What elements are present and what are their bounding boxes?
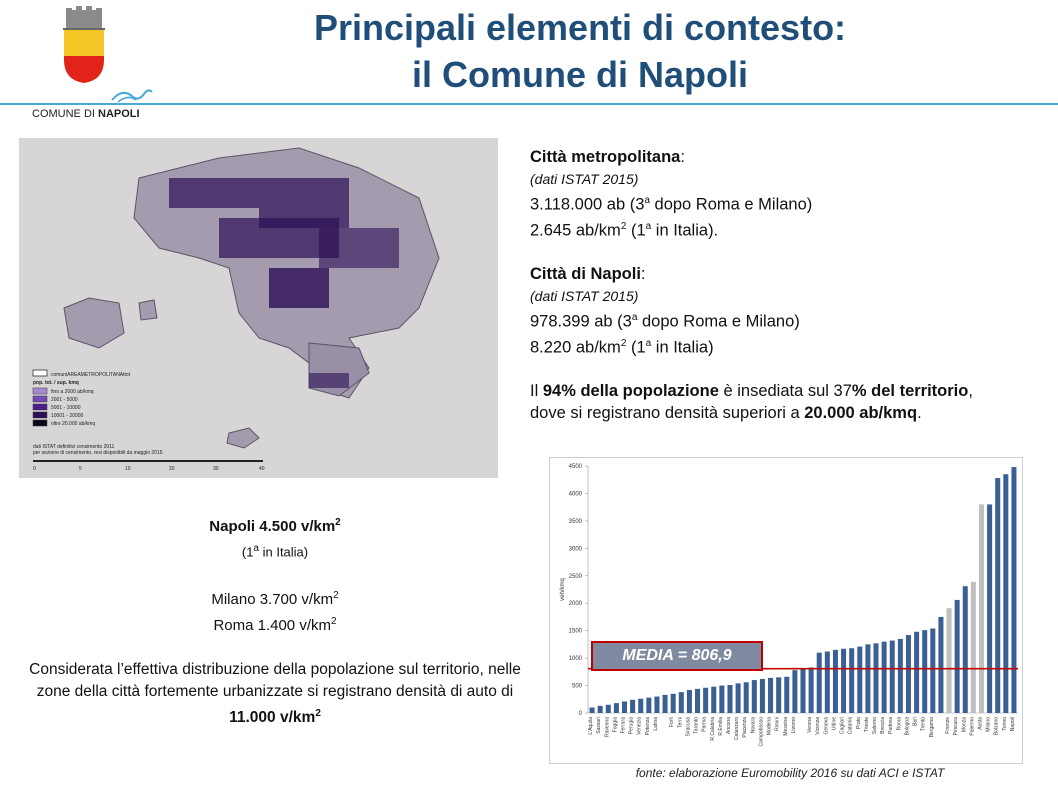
bar (906, 635, 911, 713)
napoli-crest (58, 6, 110, 84)
map-legend-label: fino a 2000 ab/kmq (51, 389, 94, 395)
map-scale-label: 5 (79, 466, 82, 472)
y-tick-label: 1500 (568, 628, 582, 635)
bar (590, 708, 595, 713)
bar (752, 680, 757, 713)
bar (663, 695, 668, 713)
map-legend-swatch (33, 412, 47, 418)
x-tick-label: Pescara (953, 717, 960, 736)
x-tick-label: Trento (920, 717, 927, 732)
x-tick-label: Terni (677, 717, 684, 728)
bar (809, 667, 814, 713)
x-tick-label: Brescia (880, 717, 887, 734)
bar-chart (549, 457, 1023, 764)
x-tick-label: Udine (831, 717, 838, 731)
x-tick-label: L'Aquila (588, 717, 595, 735)
bar (841, 649, 846, 713)
x-tick-label: Aosta (977, 717, 984, 730)
bar (930, 628, 935, 713)
map-scale-label: 30 (213, 466, 219, 472)
bar (687, 690, 692, 713)
bar (890, 641, 895, 713)
x-tick-label: Potenza (644, 717, 651, 736)
x-tick-label: Novara (750, 717, 757, 734)
x-tick-label: Padova (888, 717, 895, 734)
x-tick-label: R.Calabria (709, 717, 716, 741)
bar (654, 697, 659, 713)
bar (849, 648, 854, 713)
bar (598, 706, 603, 713)
bar (914, 632, 919, 713)
x-tick-label: Siracusa (685, 717, 692, 737)
map-legend-label: 2001 - 5000 (51, 397, 78, 403)
map-legend-subtitle: pop. tot. / sup. kmq (33, 380, 79, 386)
x-tick-label: Ravenna (604, 717, 611, 738)
bar (857, 647, 862, 713)
header-divider (0, 103, 1058, 105)
bar (744, 682, 749, 713)
wave-icon (110, 84, 154, 104)
y-tick-label: 4000 (568, 491, 582, 498)
x-tick-label: Bolzano (993, 717, 1000, 736)
x-tick-label: Taranto (693, 717, 700, 734)
map-scale-label: 10 (125, 466, 131, 472)
bar (995, 478, 1000, 713)
map-scale-label: 0 (33, 466, 36, 472)
x-tick-label: Piacenza (742, 717, 749, 738)
bar (800, 669, 805, 713)
y-tick-label: 3000 (568, 546, 582, 553)
bar (768, 678, 773, 713)
bar (727, 685, 732, 713)
x-tick-label: Monza (961, 717, 968, 733)
bar (987, 504, 992, 713)
bar (947, 608, 952, 713)
logo-text: COMUNE DI NAPOLI (32, 108, 140, 120)
x-tick-label: Venezia (636, 717, 643, 735)
x-tick-label: Ferrara (620, 717, 627, 734)
bar (622, 701, 627, 713)
bar (1011, 467, 1016, 713)
bar (711, 687, 716, 713)
bar (671, 694, 676, 713)
x-tick-label: Milano (985, 717, 992, 732)
bar (817, 653, 822, 713)
bar (898, 639, 903, 713)
bar (638, 699, 643, 713)
x-tick-label: Torino (1001, 717, 1008, 731)
map-legend-label: 10001 - 20000 (51, 413, 84, 419)
x-tick-label: Roma (896, 717, 903, 731)
bar (646, 698, 651, 713)
x-tick-label: Salerno (872, 717, 879, 735)
bar (679, 692, 684, 713)
bar (719, 686, 724, 713)
bar (922, 630, 927, 713)
bar (874, 643, 879, 713)
y-tick-label: 0 (578, 711, 582, 717)
bar (630, 700, 635, 713)
x-tick-label: Palermo (969, 717, 976, 736)
bar (963, 586, 968, 713)
x-tick-label: Genova (823, 717, 830, 735)
y-tick-label: 2500 (568, 573, 582, 580)
bar (792, 670, 797, 713)
x-tick-label: Vicenza (815, 717, 822, 735)
x-tick-label: Livorno (790, 717, 797, 734)
x-tick-label: Rimini (774, 717, 781, 731)
x-tick-label: Ancona (725, 717, 732, 734)
x-tick-label: Bari (912, 717, 919, 726)
y-tick-label: 3500 (568, 518, 582, 525)
bar (971, 582, 976, 713)
y-tick-label: 2000 (568, 601, 582, 608)
map-legend-label: 5001 - 10000 (51, 405, 81, 411)
source-note: fonte: elaborazione Euromobility 2016 su dati ACI e ISTAT (635, 766, 945, 780)
x-tick-label: Forlì (669, 717, 676, 727)
bar (784, 677, 789, 713)
bar (606, 705, 611, 713)
x-tick-label: Trieste (863, 717, 870, 733)
x-tick-label: Catanzaro (734, 717, 741, 741)
x-tick-label: Foggia (612, 717, 619, 733)
x-tick-label: Prato (855, 717, 862, 729)
bar (703, 688, 708, 713)
x-tick-label: Modena (766, 717, 773, 736)
map-legend-swatch (33, 420, 47, 426)
bar (825, 652, 830, 713)
bar (695, 689, 700, 713)
x-tick-label: Campobasso (758, 717, 765, 747)
bar (955, 600, 960, 713)
map-scale-label: 20 (169, 466, 175, 472)
map-source-1: dati ISTAT definitivi censimento 2011 (33, 444, 115, 450)
x-tick-label: Bergamo (928, 717, 935, 738)
x-tick-label: Parma (701, 717, 708, 732)
map-legend-swatch (33, 388, 47, 394)
x-tick-label: Sassari (596, 717, 603, 734)
coat-of-arms-icon (58, 6, 110, 84)
bar (865, 644, 870, 713)
map-legend-label: oltre 20.000 ab/kmq (51, 421, 96, 427)
y-tick-label: 4500 (568, 464, 582, 470)
bar (614, 703, 619, 713)
left-text-block: Napoli 4.500 $v/km^2$ (1$^a$ in Italia) Milano 3.700 $v/km^2$ Roma 1.400 $v/km^2$ Considerata l’effettiva distribuzione della popolazione sul territorio, nelle zone della città fortemente urbanizzate si registrano densità di auto di 11.000 $v/km^2$ (29, 517, 521, 727)
mean-label: MEDIA = 806,9 (591, 641, 763, 671)
x-tick-label: Latina (652, 717, 659, 731)
bar (979, 504, 984, 713)
x-tick-label: Cagliari (839, 717, 846, 734)
map-legend-title: comuniAREAMETROPOLITANAttot (51, 372, 131, 378)
x-tick-label: Perugia (628, 717, 635, 735)
x-tick-label: Napoli (1009, 717, 1016, 732)
chart-svg (550, 458, 1022, 763)
density-map (19, 138, 498, 478)
y-tick-label: 500 (571, 683, 582, 690)
page-title: Principali elementi di contesto: il Comune di Napoli (313, 7, 847, 95)
bar (760, 679, 765, 713)
map-legend-swatch (33, 404, 47, 410)
map-scale-label: 40 (259, 466, 265, 472)
bar (1003, 474, 1008, 713)
x-tick-label: Verona (807, 717, 814, 733)
x-tick-label: R.Emilia (717, 717, 724, 736)
bar (736, 683, 741, 713)
x-tick-label: Messina (782, 717, 789, 736)
map-graphic (19, 138, 498, 478)
bar (833, 650, 838, 713)
bar (938, 617, 943, 713)
map-legend-swatch (33, 396, 47, 402)
bar (776, 677, 781, 713)
y-axis-label: veh/kmq (560, 578, 566, 601)
right-text-block: Città metropolitana: (dati ISTAT 2015) 3.118.000 ab (3$^a$ dopo Roma e Milano) 2.645 $ab/km^2$ (1$^a$ in Italia). Città di Napoli: (dati ISTAT 2015) 978.399 ab (3$^a$ dopo Roma e Milano) 8.220 $ab/km^2$ (1$^a$ in Italia) Il 94% della popolazione è insediata sul 37% del territorio, dove si registrano densità superiori a 20.000 ab/kmq. (530, 148, 973, 422)
x-tick-label: Firenze (945, 717, 952, 734)
logo-wave (110, 84, 154, 104)
x-tick-label: Catania (847, 717, 854, 735)
y-tick-label: 1000 (568, 656, 582, 663)
bar (882, 642, 887, 713)
x-tick-label: Bologna (904, 717, 911, 736)
map-source-2: per sezione di censimento, resi disponibili da maggio 2015 (33, 450, 163, 456)
